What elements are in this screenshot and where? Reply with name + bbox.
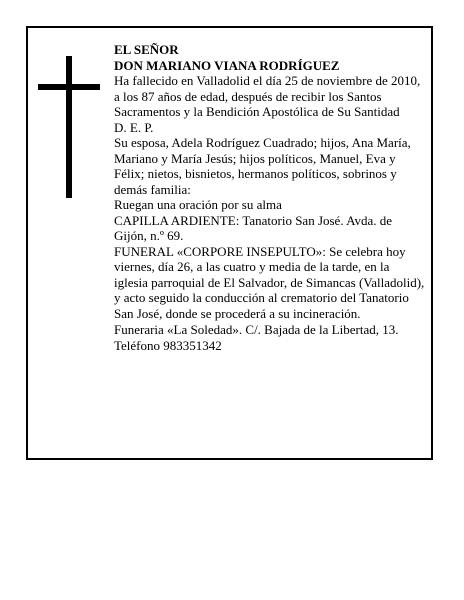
notice-title-line1: EL SEÑOR bbox=[114, 42, 179, 57]
chapel-text: CAPILLA ARDIENTE: Tanatorio San José. Avda. de Gijón, n.º 69. bbox=[114, 212, 393, 243]
paragraph-family: Su esposa, Adela Rodríguez Cuadrado; hijos, Ana María, Mariano y María Jesús; hijos políticos, Manuel, Eva y Félix; nietos, bisnietos, hermanos políticos, sobrinos y demás familia: bbox=[114, 135, 411, 197]
dep-text: D. E. P. bbox=[114, 119, 154, 135]
obituary-notice bbox=[26, 26, 433, 460]
funeral-home-text: Funeraria «La Soledad». C/. Bajada de la Libertad, 13. Teléfono 983351342 bbox=[114, 322, 399, 353]
cross-horizontal-bar bbox=[38, 84, 100, 90]
notice-title-name: DON MARIANO VIANA RODRÍGUEZ bbox=[114, 57, 340, 73]
funeral-text: FUNERAL «CORPORE INSEPULTO»: Se celebra hoy viernes, día 26, a las cuatro y media de la tarde, en la iglesia parroquial de El Salvador, de Simancas (Valladolid), y acto seguido la conducción al crematorio del Tanatorio San José, donde se procederá a su incineración. bbox=[114, 243, 425, 321]
paragraph-death: Ha fallecido en Valladolid el día 25 de noviembre de 2010, a los 87 años de edad, después de recibir los Santos Sacramentos y la Bendición Apostólica de Su Santidad bbox=[114, 73, 421, 119]
prayer-text: Ruegan una oración por su alma bbox=[114, 197, 282, 212]
cross-icon bbox=[38, 56, 100, 198]
cross-vertical-bar bbox=[66, 56, 72, 198]
notice-text bbox=[114, 42, 426, 353]
